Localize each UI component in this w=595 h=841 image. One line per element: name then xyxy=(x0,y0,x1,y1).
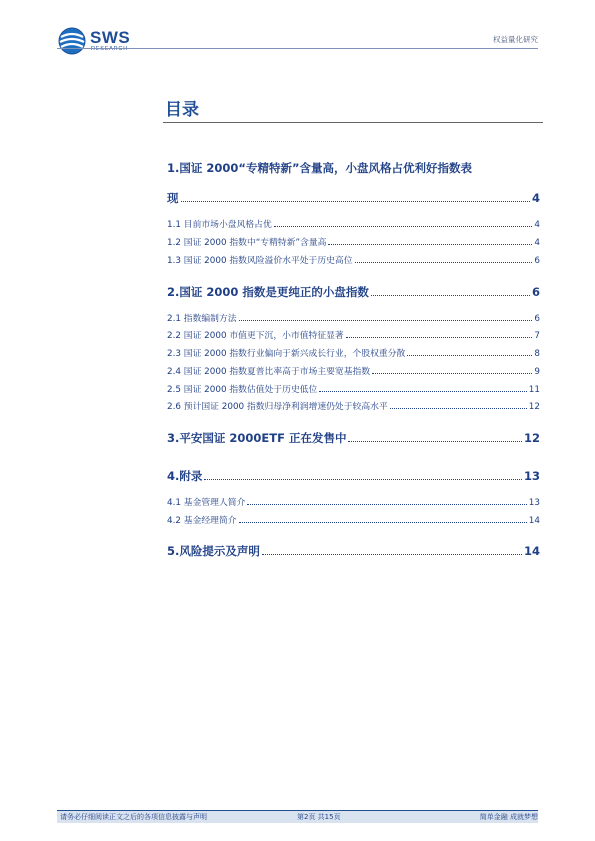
leader-dots xyxy=(181,201,530,202)
toc-entry-1-line1[interactable]: 1.国证 2000“专精特新”含量高，小盘风格占优利好指数表 xyxy=(167,161,472,175)
toc-entry[interactable] xyxy=(167,346,540,359)
toc-entry[interactable] xyxy=(167,399,540,412)
toc-entry-page: 12 xyxy=(528,402,540,412)
toc-entry-page: 9 xyxy=(534,367,540,377)
toc-entry-text: 2.2 国证 2000 市值更下沉，小市值特征显著 xyxy=(167,331,344,341)
logo-text: SWS xyxy=(90,28,131,47)
toc-entry[interactable] xyxy=(167,495,540,508)
toc-entry-page: 4 xyxy=(534,220,540,230)
toc-entry-page: 12 xyxy=(523,431,540,445)
toc-entry-text: 2.6 预计国证 2000 指数归母净利润增速仍处于较高水平 xyxy=(167,402,388,412)
footer-page-number: 第2页 共15页 xyxy=(297,813,341,821)
logo-subtext: RESEARCH xyxy=(91,46,128,52)
leader-dots xyxy=(239,522,527,523)
leader-dots xyxy=(274,226,533,227)
toc-entry-text: 现 xyxy=(167,191,179,205)
toc-entry-text: 2.国证 2000 指数是更纯正的小盘指数 xyxy=(167,285,369,299)
toc-entry-text: 2.4 国证 2000 指数夏普比率高于市场主要宽基指数 xyxy=(167,367,371,377)
report-category: 权益量化研究 xyxy=(493,35,538,44)
toc-entry[interactable] xyxy=(167,235,540,248)
toc-entry-page: 8 xyxy=(534,349,540,359)
toc-title-rule xyxy=(163,122,543,123)
toc-entry-text: 5.风险提示及声明 xyxy=(167,544,260,558)
toc-entry[interactable] xyxy=(167,468,540,484)
toc-entry-text: 1.1 目前市场小盘风格占优 xyxy=(167,220,272,230)
toc-entry-page: 6 xyxy=(534,256,540,266)
toc-entry-page: 13 xyxy=(528,498,540,508)
toc-entry[interactable] xyxy=(167,253,540,266)
toc-entry[interactable] xyxy=(167,328,540,341)
leader-dots xyxy=(346,337,533,338)
toc-entry[interactable] xyxy=(167,190,540,206)
toc-entry-text: 2.1 指数编制方法 xyxy=(167,314,237,324)
toc-entry-text: 4.1 基金管理人简介 xyxy=(167,498,246,508)
toc-entry-text: 4.附录 xyxy=(167,469,203,483)
leader-dots xyxy=(407,355,532,356)
leader-dots xyxy=(390,408,527,409)
toc-entry-text: 1.2 国证 2000 指数中“专精特新”含量高 xyxy=(167,238,327,248)
toc-entry-page: 13 xyxy=(523,469,540,483)
sws-logo xyxy=(58,25,148,57)
leader-dots xyxy=(319,391,526,392)
leader-dots xyxy=(204,479,522,480)
toc-title: 目录 xyxy=(165,100,199,120)
globe-icon xyxy=(58,27,86,55)
toc-entry-page: 14 xyxy=(523,544,540,558)
leader-dots xyxy=(371,295,530,296)
toc-entry-page: 11 xyxy=(528,385,540,395)
leader-dots xyxy=(247,504,526,505)
toc-entry-text: 2.3 国证 2000 指数行业偏向于新兴成长行业，个股权重分散 xyxy=(167,349,406,359)
toc-entry-page: 6 xyxy=(534,314,540,324)
leader-dots xyxy=(372,373,532,374)
toc-entry[interactable] xyxy=(167,217,540,230)
toc-entry[interactable] xyxy=(167,311,540,324)
header-divider xyxy=(57,48,538,49)
toc-entry[interactable] xyxy=(167,382,540,395)
toc-entry-text: 2.5 国证 2000 指数估值处于历史低位 xyxy=(167,385,318,395)
toc-entry-page: 7 xyxy=(534,331,540,341)
toc-entry[interactable] xyxy=(167,364,540,377)
toc-entry-text: 1.3 国证 2000 指数风险溢价水平处于历史高位 xyxy=(167,256,353,266)
toc-entry[interactable] xyxy=(167,430,540,446)
leader-dots xyxy=(355,262,533,263)
footer-disclaimer: 请务必仔细阅读正文之后的各项信息披露与声明 xyxy=(60,813,207,821)
leader-dots xyxy=(348,441,522,442)
toc-entry-page: 14 xyxy=(528,516,540,526)
toc-entry-page: 6 xyxy=(531,285,540,299)
toc-entry[interactable] xyxy=(167,284,540,300)
footer-slogan: 简单金融 成就梦想 xyxy=(479,813,538,821)
leader-dots xyxy=(239,320,533,321)
toc-entry[interactable] xyxy=(167,543,540,559)
toc-entry-page: 4 xyxy=(534,238,540,248)
toc-entry[interactable] xyxy=(167,513,540,526)
leader-dots xyxy=(328,244,532,245)
toc-entry-page: 4 xyxy=(531,191,540,205)
toc-entry-text: 4.2 基金经理简介 xyxy=(167,516,237,526)
toc-entry-text: 3.平安国证 2000ETF 正在发售中 xyxy=(167,431,347,445)
leader-dots xyxy=(262,554,522,555)
